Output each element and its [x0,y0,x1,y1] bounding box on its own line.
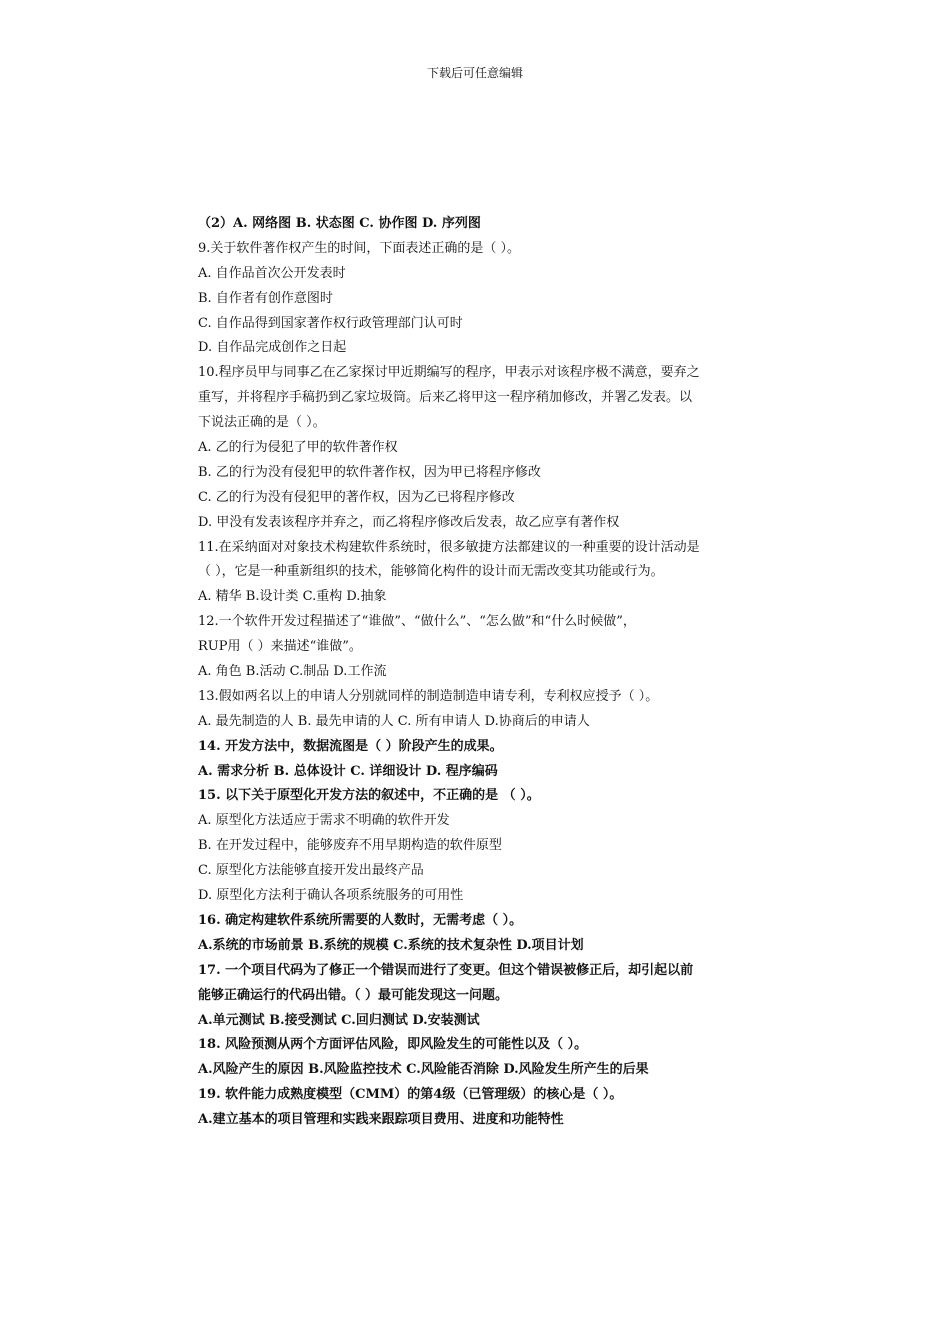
question-17-options: A.单元测试 B.接受测试 C.回归测试 D.安装测试 [198,1012,480,1028]
document-body [198,212,778,1133]
question-12-options: A. 角色 B.活动 C.制品 D.工作流 [198,664,387,680]
question-19-option-a: A.建立基本的项目管理和实践来跟踪项目费用、进度和功能特性 [198,1112,564,1128]
question-15-option-b: B. 在开发过程中，能够废弃不用早期构造的软件原型 [198,838,502,854]
question-12-stem-line-2: RUP用（ ）来描述“谁做”。 [198,639,362,655]
question-15-option-a: A. 原型化方法适应于需求不明确的软件开发 [198,813,450,829]
question-10-option-c: C. 乙的行为没有侵犯甲的著作权，因为乙已将程序修改 [198,489,515,505]
question-14-options: A. 需求分析 B. 总体设计 C. 详细设计 D. 程序编码 [198,763,498,779]
page-header: 下载后可任意编辑 [426,66,523,80]
question-16-stem: 16. 确定构建软件系统所需要的人数时，无需考虑（ ）。 [198,912,523,928]
question-17-stem-line-2: 能够正确运行的代码出错。（ ）最可能发现这一问题。 [198,987,509,1003]
question-10-stem-line-1: 10.程序员甲与同事乙在乙家探讨甲近期编写的程序，甲表示对该程序极不满意，要弃之 [198,365,700,381]
question-13-stem: 13.假如两名以上的申请人分别就同样的制造制造申请专利，专利权应授予（ ）。 [198,688,659,704]
question-15-stem: 15. 以下关于原型化开发方法的叙述中，不正确的是 （ ）。 [198,788,540,804]
question-8-options: （2）A. 网络图 B. 状态图 C. 协作图 D. 序列图 [198,216,481,231]
question-11-stem-line-2: （ ），它是一种重新组织的技术，能够简化构件的设计而无需改变其功能或行为。 [198,564,664,580]
question-15-option-d: D. 原型化方法利于确认各项系统服务的可用性 [198,888,464,904]
question-15-option-c: C. 原型化方法能够直接开发出最终产品 [198,863,424,879]
question-9-option-d: D. 自作品完成创作之日起 [198,340,347,356]
question-10-stem-line-2: 重写，并将程序手稿扔到乙家垃圾筒。后来乙将甲这一程序稍加修改，并署乙发表。以 [198,390,693,406]
question-11-stem-line-1: 11.在采纳面对对象技术构建软件系统时，很多敏捷方法都建议的一种重要的设计活动是 [198,539,700,555]
question-10-option-d: D. 甲没有发表该程序并弃之，而乙将程序修改后发表，故乙应享有著作权 [198,514,620,530]
question-10-stem-line-3: 下说法正确的是（ ）。 [198,415,326,431]
question-10-option-b: B. 乙的行为没有侵犯甲的软件著作权，因为甲已将程序修改 [198,464,541,480]
question-9-stem: 9.关于软件著作权产生的时间，下面表述正确的是（ ）。 [198,240,521,256]
question-18-options: A.风险产生的原因 B.风险监控技术 C.风险能否消除 D.风险发生所产生的后果 [198,1062,649,1078]
question-19-stem: 19. 软件能力成熟度模型（CMM）的第4级（已管理级）的核心是（ ）。 [198,1087,623,1103]
question-18-stem: 18. 风险预测从两个方面评估风险，即风险发生的可能性以及（ ）。 [198,1037,588,1053]
question-12-stem-line-1: 12.一个软件开发过程描述了“谁做”、“做什么”、“怎么做”和“什么时候做”， [198,614,636,630]
question-10-option-a: A. 乙的行为侵犯了甲的软件著作权 [198,440,398,456]
question-13-options: A. 最先制造的人 B. 最先申请的人 C. 所有申请人 D.协商后的申请人 [198,713,590,729]
question-9-option-c: C. 自作品得到国家著作权行政管理部门认可时 [198,315,463,331]
question-11-options: A. 精华 B.设计类 C.重构 D.抽象 [198,589,387,605]
question-9-option-b: B. 自作者有创作意图时 [198,290,333,306]
question-14-stem: 14. 开发方法中，数据流图是（ ）阶段产生的成果。 [198,738,503,754]
question-16-options: A.系统的市场前景 B.系统的规模 C.系统的技术复杂性 D.项目计划 [198,937,584,953]
question-9-option-a: A. 自作品首次公开发表时 [198,265,346,281]
question-17-stem-line-1: 17. 一个项目代码为了修正一个错误而进行了变更。但这个错误被修正后，却引起以前 [198,962,694,978]
